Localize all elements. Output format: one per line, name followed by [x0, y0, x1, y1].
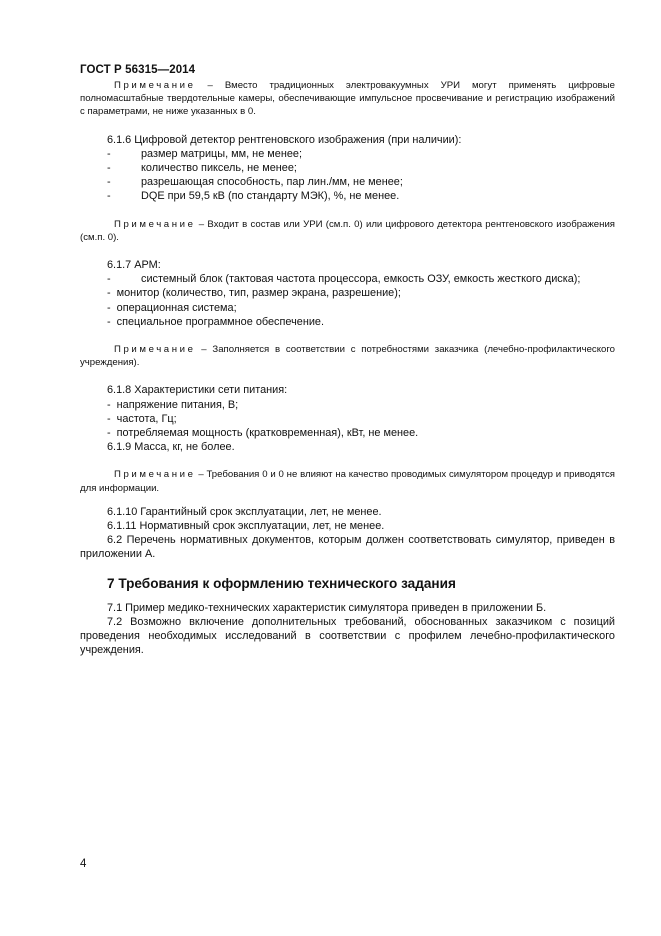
section-7-heading: 7 Требования к оформлению технического задания: [107, 575, 456, 591]
section-6-1-11: 6.1.11 Нормативный срок эксплуатации, лет, не менее.: [107, 520, 385, 533]
note-2: [80, 218, 615, 244]
list-item: - размер матрицы, мм, не менее;: [107, 147, 302, 160]
section-6-1-8-title: 6.1.8 Характеристики сети питания:: [107, 384, 288, 397]
section-6-2: 6.2 Перечень нормативных документов, которым должен соответствовать симулятор, приведен в приложении А.: [80, 534, 615, 561]
note-text: – Требования 0 и 0 не влияют на качество проводимых симулятором процедур и приводятся для информации.: [80, 469, 615, 494]
note-text: – Входит в состав или УРИ (см.п. 0) или цифрового детектора рентгеновского изображения (см.п. 0).: [80, 218, 615, 243]
list-item: - монитор (количество, тип, размер экрана, разрешение);: [107, 287, 401, 300]
note-4: [80, 468, 615, 494]
note-tag: Примечание: [114, 80, 196, 91]
section-6-1-9: 6.1.9 Масса, кг, не более.: [107, 441, 235, 454]
list-item: - количество пиксель, не менее;: [107, 162, 297, 175]
page-number: 4: [80, 858, 87, 870]
list-item: - напряжение питания, В;: [107, 398, 239, 411]
document-header: ГОСТ Р 56315—2014: [80, 64, 196, 76]
note-tag: Примечание: [114, 218, 196, 230]
list-item: - операционная система;: [107, 301, 237, 314]
list-item: - потребляемая мощность (кратковременная), кВт, не менее.: [107, 427, 419, 440]
section-6-1-10: 6.1.10 Гарантийный срок эксплуатации, лет, не менее.: [107, 505, 382, 518]
note-text: – Вместо традиционных электровакуумных УРИ могут применять цифровые полномасштабные твердотельные камеры, обеспечивающие импульсное просвечивание и регистрацию изображений с параметрами, не ниже указанных в 0.: [80, 80, 615, 118]
list-item: - разрешающая способность, пар лин./мм, не менее;: [107, 176, 403, 189]
section-6-1-6-title: 6.1.6 Цифровой детектор рентгеновского изображения (при наличии):: [107, 133, 462, 146]
note-tag: Примечание: [114, 469, 196, 481]
note-tag: Примечание: [114, 344, 196, 356]
list-item: - DQE при 59,5 кВ (по стандарту МЭК), %, не менее.: [107, 190, 400, 203]
list-item: - частота, Гц;: [107, 412, 177, 425]
list-item: - специальное программное обеспечение.: [107, 315, 325, 328]
section-7-1: 7.1 Пример медико-технических характеристик симулятора приведен в приложении Б.: [107, 601, 547, 614]
section-7-2: 7.2 Возможно включение дополнительных требований, обоснованных заказчиком с позиций проведения необходимых исследований в соответствии с профилем лечебно-профилактического учреждения.: [80, 615, 615, 657]
note-1: [80, 79, 615, 119]
note-text: – Заполняется в соответствии с потребностями заказчика (лечебно-профилактического учреждения).: [80, 344, 615, 369]
document-body: [80, 79, 615, 658]
list-item: - системный блок (тактовая частота процессора, емкость ОЗУ, емкость жесткого диска);: [107, 273, 581, 286]
note-3: [80, 343, 615, 369]
section-6-1-7-title: 6.1.7 АРМ:: [107, 259, 161, 272]
